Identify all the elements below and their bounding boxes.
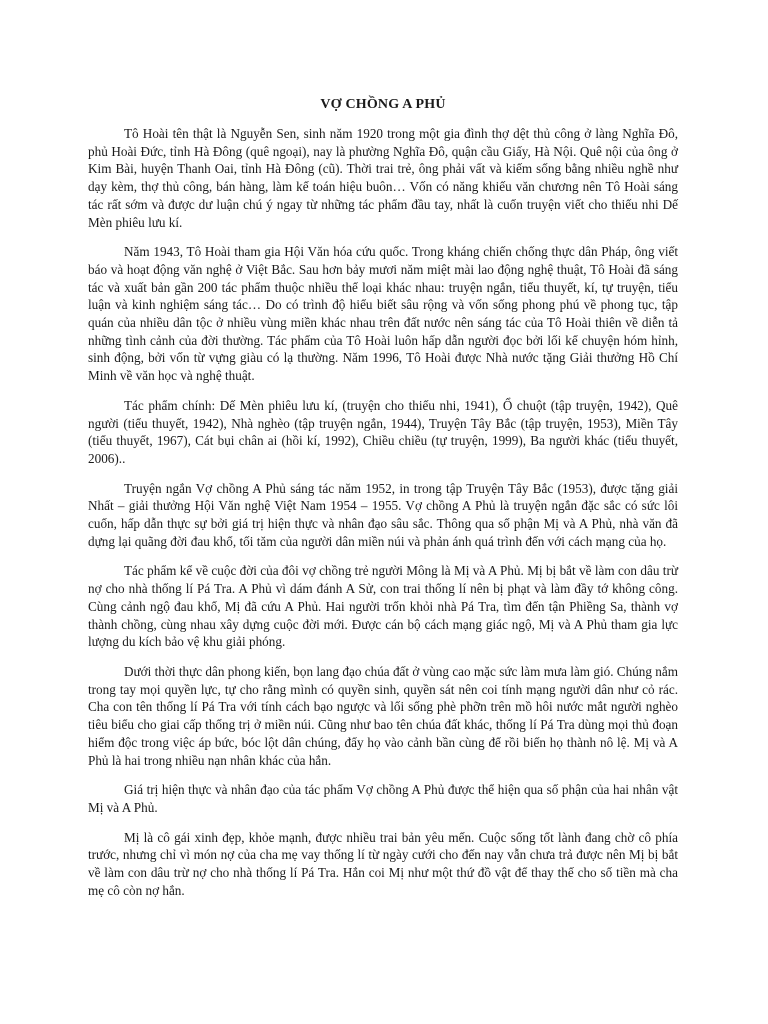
paragraph-mi-character: Mị là cô gái xinh đẹp, khỏe mạnh, được nhiều trai bản yêu mến. Cuộc sống tốt lành đang chờ cô phía trước, nhưng chỉ vì món nợ của cha mẹ vay thống lí từ ngày cưới cho đến nay vẫn chưa trả được nên Mị bị bắt về làm con dâu trừ nợ cho nhà thống lí Pá Tra. Hắn coi Mị như một thứ đồ vật để thay thế cho số tiền mà cha mẹ cô còn nợ hắn.	[88, 829, 678, 898]
paragraph-author-bio: Tô Hoài tên thật là Nguyễn Sen, sinh năm 1920 trong một gia đình thợ dệt thủ công ở làng Nghĩa Đô, phủ Hoài Đức, tỉnh Hà Đông (quê ngoại), nay là phường Nghĩa Đô, quận cầu Giấy, Hà Nội. Quê nội của ông ở Kim Bài, huyện Thanh Oai, tỉnh Hà Đông (cũ). Thời trai trẻ, ông phải vất và kiếm sống bằng nhiều nghề như dạy kèm, thợ thủ công, bán hàng, làm kế toán hiệu buôn… Vốn có năng khiếu văn chương nên Tô Hoài sáng tác rất sớm và được dư luận chú ý ngay từ những tác phẩm đầu tay, nhất là cuốn truyện viết cho thiếu nhi Dế Mèn phiêu lưu kí.	[88, 126, 678, 230]
paragraph-historical-context: Dưới thời thực dân phong kiến, bọn lang đạo chúa đất ở vùng cao mặc sức làm mưa làm gió. Chúng nắm trong tay mọi quyền lực, tự cho rằng mình có quyền sinh, quyền sát nên coi tính mạng người dân như cỏ rác. Cha con tên thống lí Pá Tra với tính cách bạo ngược và lối sống phè phỡn trên mồ hôi nước mắt người nghèo tiêu biểu cho giai cấp thống trị ở miền núi. Cũng như bao tên chúa đất khác, thống lí Pá Tra dùng mọi thủ đoạn hiểm độc trong việc áp bức, bóc lột dân chúng, đẩy họ vào cảnh bần cùng để rồi biến họ thành nô lệ. Mị và A Phủ là hai trong nhiều nạn nhân khác của hắn.	[88, 663, 678, 768]
paragraph-values: Giá trị hiện thực và nhân đạo của tác phẩm Vợ chồng A Phủ được thể hiện qua số phận của hai nhân vật Mị và A Phủ.	[88, 782, 678, 815]
paragraph-story-intro: Truyện ngắn Vợ chồng A Phủ sáng tác năm 1952, in trong tập Truyện Tây Bắc (1953), được tặng giải Nhất – giải thưởng Hội Văn nghệ Việt Nam 1954 – 1955. Vợ chồng A Phủ là truyện ngắn đặc sắc có sức lôi cuốn, hấp dẫn thực sự bởi giá trị hiện thực và nhân đạo sâu sắc. Thông qua số phận Mị và A Phủ, nhà văn đã dựng lại quãng đời đau khổ, tối tăm của người dân miền núi và phản ánh quá trình đến với cách mạng của họ.	[88, 480, 678, 549]
paragraph-story-summary: Tác phẩm kể về cuộc đời của đôi vợ chồng trẻ người Mông là Mị và A Phủ. Mị bị bắt về làm con dâu trừ nợ cho nhà thống lí Pá Tra. A Phủ vì dám đánh A Sử, con trai thống lí nên bị phạt và làm đầy tớ không công. Cùng cảnh ngộ đau khổ, Mị đã cứu A Phủ. Hai người trốn khỏi nhà Pá Tra, tìm đến tận Phiềng Sa, thành vợ thành chồng, cùng nhau xây dựng cuộc đời mới. Được cán bộ cách mạng giác ngộ, Mị và A Phủ tham gia lực lượng du kích bảo vệ khu giải phóng.	[88, 563, 678, 650]
paragraph-career: Năm 1943, Tô Hoài tham gia Hội Văn hóa cứu quốc. Trong kháng chiến chống thực dân Pháp, ông viết báo và hoạt động văn nghệ ở Việt Bắc. Sau hơn bảy mươi năm miệt mài lao động nghệ thuật, Tô Hoài đã sáng tác và xuất bản gần 200 tác phẩm thuộc nhiều thể loại khác nhau: truyện ngắn, tiểu thuyết, kí, tự truyện, tiểu luận và kinh nghiệm sáng tác… Do có trình độ hiểu biết sâu rộng và vốn sống phong phú về phong tục, tập quán của nhiều dân tộc ở nhiều vùng miền khác nhau trên đất nước nên sáng tác của Tô Hoài thiên về diễn tả những tình cảnh của đời thường. Tác phẩm của Tô Hoài luôn hấp dẫn người đọc bởi lối kể chuyện hóm hỉnh, sinh động, bởi vốn từ vựng giàu có lạ thường. Năm 1996, Tô Hoài được Nhà nước tặng Giải thưởng Hồ Chí Minh về văn học và nghệ thuật.	[88, 244, 678, 384]
paragraph-main-works: Tác phẩm chính: Dế Mèn phiêu lưu kí, (truyện cho thiếu nhi, 1941), Ổ chuột (tập truyện, 1942), Quê người (tiểu thuyết, 1942), Nhà nghèo (tập truyện ngắn, 1944), Truyện Tây Bắc (tập truyện, 1953), Miền Tây (tiểu thuyết, 1967), Cát bụi chân ai (hồi kí, 1992), Chiều chiều (tự truyện, 1999), Ba người khác (tiểu thuyết, 2006)..	[88, 397, 678, 466]
document-page	[88, 96, 678, 911]
document-title: VỢ CHỒNG A PHỦ	[320, 97, 446, 112]
